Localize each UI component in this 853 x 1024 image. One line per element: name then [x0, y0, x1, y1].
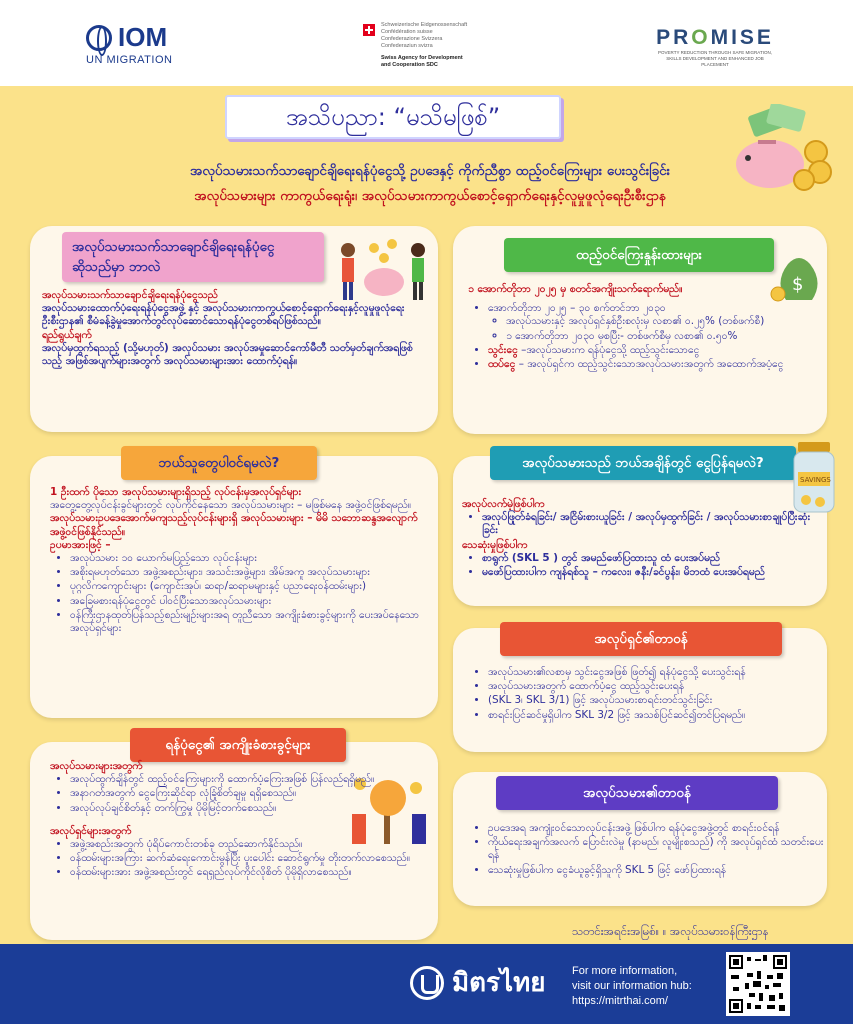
globe-icon [86, 25, 112, 51]
pill-who-participates: ဘယ်သူတွေပါဝင်ရမလဲ? [121, 446, 317, 480]
promise-name: PROMISE [656, 26, 774, 49]
swiss-agency: Swiss Agency for Development [381, 55, 463, 61]
page-title: အသိပညာ: “မသိမဖြစ်” [225, 95, 561, 139]
card5-heading2: အလုပ်ရှင်များအတွက် [50, 824, 132, 837]
card1-body [42, 289, 428, 368]
swiss-flag-icon [363, 24, 375, 36]
effective-date: ၁ အောက်တိုဘာ ၂၀၂၅ မှ စတင်အကျိုးသက်ရောက်မည်။ [468, 283, 683, 295]
pill-what-is-fund: အလုပ်သမားသက်သာချောင်ချိရေးရန်ပုံငွေ ဆိုသည်မှာ ဘာလဲ [62, 232, 324, 282]
list-item: • အစိုးရမဟုတ်သော အဖွဲ့အစည်းများ၊ အသင်းအဖွဲ့များ၊ အိမ်အကူ အလုပ်သမားများ [70, 566, 434, 579]
list-item: • အနာဂတ်အတွက် ငွေကြေးဆိုင်ရာ လုံခြုံစိတ်ချမှု ရရှိစေသည်။ [70, 787, 430, 800]
card4-body [462, 498, 822, 580]
list-item: • အလုပ်သမား ၁၀ ယောက်မပြည့်သော လုပ်ငန်းများ [70, 552, 434, 565]
card1-heading: အလုပ်သမားသက်သာချောင်ချိရေးရန်ပုံငွေသည် [42, 289, 218, 301]
card4-heading2: သေဆုံးမှုဖြစ်ပါက [462, 538, 528, 551]
pill-employer-duty: အလုပ်ရှင်၏တာဝန် [500, 622, 782, 656]
pill-contribution-rates: ထည့်ဝင်ကြေးနှုန်းထားများ [504, 238, 774, 272]
list-item: • ဝန်ထမ်းများအကြား ဆက်ဆံရေးကောင်းမွန်ပြီး ပူးပေါင်း ဆောင်ရွက်မှု တိုးတက်လာစေသည်။ [70, 852, 430, 865]
list-item: • စာရင်းပြင်ဆင်မှုရှိပါက SKL 3/2 ဖြင့် အသစ်ပြင်ဆင်၍တင်ပြရမည်။ [488, 709, 824, 722]
list-item: • သေဆုံးမှုဖြစ်ပါက ငွေခံယူခွင့်ရှိသူကို SKL 5 ဖြင့် ဖော်ပြထားရန် [488, 864, 824, 877]
promise-tagline: POVERTY REDUCTION THROUGH SAFE MIGRATION, SKILLS DEVELOPMENT AND ENHANCED JOB PLACEMENT [658, 50, 772, 67]
list-item: • ကိုယ်ရေးအချက်အလက် ပြောင်းလဲမှု (နာမည်၊ လူမျိုးစသည်) ကို အလုပ်ရှင်ထံ သတင်းပေးရန် [488, 836, 824, 862]
list-item: • အလုပ်ဖြုတ်ခံရခြင်း/ အငြိမ်းစားယူခြင်း / အလုပ်မှထွက်ခြင်း / အလုပ်သမားစာချုပ်ပြီးဆုံးခြင်း [482, 511, 822, 537]
rate-item: • သွင်းငွေ –အလုပ်သမားက ရန်ပုံငွေသို့ ထည့်သွင်းသောငွေ [488, 344, 818, 357]
list-item: • မဖော်ပြထားပါက ကျန်ရစ်သူ – ကလေး၊ ဇနီး/ခင်ပွန်း၊ မိဘထံ ပေးအပ်ရမည် [482, 566, 822, 579]
pill-benefits: ရန်ပုံငွေ၏ အကျိုးခံစားခွင့်များ [130, 728, 346, 762]
pill-worker-duty: အလုပ်သမား၏တာဝန် [496, 776, 778, 810]
list-item: • စာရွက် (SKL 5 ) တွင် အမည်ဖော်ပြထားသူ ထံ ပေးအပ်မည် [482, 552, 822, 565]
swiss-line: Schweizerische Eidgenossenschaft [381, 22, 468, 28]
iom-name: IOM [118, 22, 168, 52]
card3-body [50, 486, 434, 636]
subtitle: အလုပ်သမားသက်သာချောင်ချိရေးရန်ပုံငွေသို့ ဥပဒေနှင့် ကိုက်ညီစွာ ထည့်ဝင်ကြေးများ ပေးသွင်းခြင်း [189, 163, 671, 179]
rate-subitem: ◦ အလုပ်သမားနှင့် အလုပ်ရှင်နှစ်ဦးစလုံးမှ လစာ၏ ၀.၂၅% (တစ်ဖက်စီ) [506, 315, 818, 328]
department-name: အလုပ်သမားများ ကာကွယ်ရေးရုံး၊ အလုပ်သမားကာကွယ်စောင့်ရှောက်ရေးနှင့်လူမှုဖူလုံရေးဦးစီးဌာန [194, 188, 666, 204]
list-item: • အလုပ်သမားအတွက် ထောက်ပံ့ငွေ ထည့်သွင်းပေးရန် [488, 680, 824, 693]
card3-heading3: ဥပမာအားဖြင့် – [50, 538, 111, 551]
card5-body [50, 760, 430, 881]
iom-sub: UN MIGRATION [86, 54, 173, 66]
list-item: • အဖွဲ့အစည်းအတွက် ပုံရိပ်ကောင်းတစ်ခု တည်ဆောက်နိုင်သည်။ [70, 838, 430, 851]
list-item: • အလုပ်ထွက်ချိန်တွင် ထည့်ဝင်ကြေးများကို ထောက်ပံ့ကြေးအဖြစ် ပြန်လည်ရရှိမည်။ [70, 773, 430, 786]
swiss-line: Confederaziun svizra [381, 43, 433, 49]
footer-info-line: visit our information hub: [572, 980, 692, 992]
rate-item: • အောက်တိုဘာ ၂၀၂၅ – ၃၀ စက်တင်ဘာ ၂၀၃၀ ◦ အလုပ်သမားနှင့် အလုပ်ရှင်နှစ်ဦးစလုံးမှ လစာ၏ ၀.၂၅% (တစ်ဖက်စီ) [488, 302, 818, 328]
footer-info-line: For more information, [572, 965, 678, 977]
iom-logo [86, 22, 172, 66]
rate-subitem: ◦ ၁ အောက်တိုဘာ ၂၀၃၀ မှစပြီး- တစ်ဖက်စီမှ လစာ၏ ၀.၅၀% [506, 330, 818, 343]
mitrthai-logo-icon [410, 966, 444, 1000]
footer-info [572, 964, 692, 1009]
card3-para: အတွေ့တွေ့လုပ်ငန်းခွင်များတွင် လုပ်ကိုင်နေသော အလုပ်သမားများ – မဖြစ်မနေ အဖွဲ့ဝင်ဖြစ်ရမည်။ [50, 499, 412, 512]
source-note: သတင်းအရင်းအမြစ်။ ။ အလုပ်သမားဝန်ကြီးဌာန [572, 924, 769, 938]
swiss-line: Confederazione Svizzera [381, 36, 443, 42]
list-item: • (SKL 3၊ SKL 3/1) ဖြင့် အလုပ်သမားစာရင်းတင်သွင်းခြင်း [488, 694, 824, 707]
list-item: • အလုပ်လုပ်ချင်စိတ်နှင့် တက်ကြွမှု ပိုမိုမြင့်တက်စေသည်။ [70, 802, 430, 815]
promise-logo [655, 26, 775, 68]
list-item: • ဝန်ကြီးဌာနထုတ်ပြန်သည့်စည်းမျဉ်းများအရ တူညီသော အကျိုးခံစားခွင့်များကို ပေးအပ်နေသော အလုပ်ရှင်များ [70, 609, 434, 635]
list-item: • အခြေမစားရန်ပုံငွေတွင် ပါဝင်ပြီးသောအလုပ်သမားများ [70, 595, 434, 608]
swiss-line: Confédération suisse [381, 29, 433, 35]
svg-text:$: $ [792, 274, 804, 295]
rate-item: • ထပ်ငွေ – အလုပ်ရှင်က ထည့်သွင်းသောအလုပ်သမားအတွက် အထောက်အပံ့ငွေ [488, 358, 818, 371]
card4-heading: အလုပ်လက်မဲ့ဖြစ်ပါက [462, 498, 545, 510]
card3-heading2: အလုပ်သမားဥပဒေအောက်မကျသည့်လုပ်ငန်းများရှိ အလုပ်သမားများ – မိမိ သဘောဆန္ဒအလျောက် အဖွဲ့ဝင်ဖြစ်နိုင်သည်။ [50, 512, 418, 538]
list-item: • အလုပ်သမား၏လစာမှ သွင်းငွေအဖြစ် ဖြတ်၍ ရန်ပုံငွေသို့ ပေးသွင်းရန် [488, 666, 824, 679]
swiss-agency2: and Cooperation SDC [381, 62, 438, 68]
list-item: • ပုဂ္ဂလိကကျောင်းများ (ကျောင်းအုပ်၊ ဆရာ/ဆရာမများနှင့် ပညာရေးဝန်ထမ်းများ) [70, 580, 434, 593]
list-item: • ဥပဒေအရ အကျုံးဝင်သောလုပ်ငန်းအဖွဲ့ ဖြစ်ပါက ရန်ပုံငွေအဖွဲ့တွင် စာရင်းဝင်ရန် [488, 822, 824, 835]
mitrthai-logo-text: มิตรไทย [452, 968, 546, 998]
pill-when-refund: အလုပ်သမားသည် ဘယ်အချိန်တွင် ငွေပြန်ရမလဲ? [490, 446, 796, 480]
swiss-logo [363, 22, 467, 69]
card1-para2: အလုပ်မှထွက်ရသည့် (သို့မဟုတ်) အလုပ်သမား အလုပ်အမှုဆောင်ကော်မီတီ သတ်မှတ်ချက်အရဖြစ်သည့် အဖြစ်အပျက်များအတွက် အလုပ်သမားများအား ထောက်ပံ့ရန်။ [42, 341, 413, 368]
qr-code[interactable] [726, 952, 790, 1016]
card7-body [468, 822, 824, 878]
card1-heading2: ရည်ရွယ်ချက် [42, 328, 92, 341]
card5-heading: အလုပ်သမားများအတွက် [50, 760, 143, 772]
card6-body [468, 666, 824, 723]
card3-heading: 1 ဦးထက် ပိုသော အလုပ်သမားများရှိသည့် လုပ်ငန်းမှအလုပ်ရှင်များ [50, 486, 302, 498]
card2-body [468, 283, 818, 372]
svg-text:SAVINGS: SAVINGS [800, 476, 831, 484]
footer-link[interactable]: https://mitrthai.com/ [572, 995, 668, 1007]
mitrthai-logo [410, 962, 545, 1003]
card1-para1: အလုပ်သမားထောက်ပံ့ရေးရန်ပုံငွေအဖွဲ့ နှင့် အလုပ်သမားကာကွယ်စောင့်ရှောက်ရေးနှင့်လူမှုဖူလုံရေးဦးစီးဌာန၏ စီမံခန့်ခွဲမှုအောက်တွင်လုပ်ဆောင်သောရန်ပုံငွေတစ်ရပ်ဖြစ်သည်။ [42, 302, 405, 328]
piggy-bank-illustration [728, 104, 838, 198]
list-item: • ဝန်ထမ်းများအား အဖွဲ့အစည်းတွင် ရေရှည်လုပ်ကိုင်လိုစိတ် ပိုမိုရှိလာစေသည်။ [70, 866, 430, 879]
